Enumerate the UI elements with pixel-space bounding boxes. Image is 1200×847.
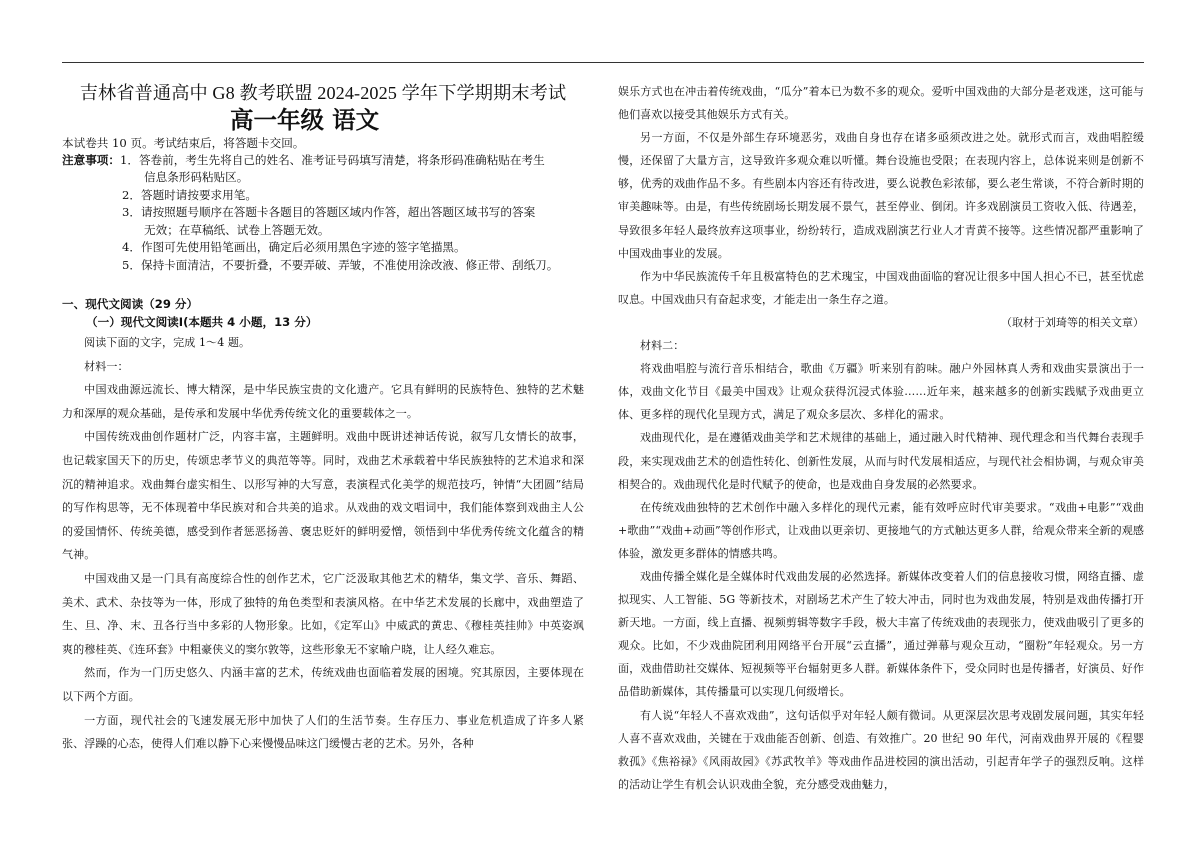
exam-title: 吉林省普通高中 G8 教考联盟 2024-2025 学年下学期期末考试 xyxy=(79,83,567,103)
notice-label: 注意事项： xyxy=(62,152,120,167)
paragraph-continued: 娱乐方式也在冲击着传统戏曲，“瓜分”着本已为数不多的观众。爱听中国戏曲的大部分是老戏迷，这可能与他们喜欢以接受其他娱乐方式有关。 xyxy=(618,85,1144,122)
left-column xyxy=(62,82,584,756)
paragraph: 将戏曲唱腔与流行音乐相结合，歌曲《万疆》听来别有韵味。融户外园林真人秀和戏曲实景演出于一体，戏曲文化节目《最美中国戏》让观众获得沉浸式体验……近年来，越来越多的创新实践赋予戏曲更立体、更多样的现代化呈现方式，满足了观众多层次、多样化的需求。 xyxy=(618,362,1144,422)
paragraph: 另一方面，不仅是外部生存环境恶劣，戏曲自身也存在诸多亟须改进之处。就形式而言，戏曲唱腔缓慢，还保留了大量方言，这导致许多观众难以听懂。舞台设施也受限；在表现内容上，总体说来则是创新不够，优秀的戏曲作品不多。有些剧本内容还有待改进，要么说教色彩浓郁，要么老生常谈，不符合新时期的审美趣味等。由是，有些传统剧场长期发展不景气，甚至停业、倒闭。许多戏剧演员工资收入低、待遇差，导致很多年轻人最终放弃这项事业，纷纷转行，造成戏剧演艺行业人才青黄不接等。这些情况都严重影响了中国戏曲事业的发展。 xyxy=(618,131,1144,260)
notice-item-1-cont: 信息条形码粘贴区。 xyxy=(144,170,249,184)
paragraph: 作为中华民族流传千年且极富特色的艺术瑰宝，中国戏曲面临的窘况让很多中国人担心不已，甚至忧虑叹息。中国戏曲只有奋起求变，才能走出一条生存之道。 xyxy=(618,269,1144,306)
material-1-label: 材料一： xyxy=(84,359,129,373)
paragraph: 戏曲现代化，是在遵循戏曲美学和艺术规律的基础上，通过融入时代精神、现代理念和当代舞台表现手段，来实现戏曲艺术的创造性转化、创新性发展，从而与时代发展相适应，与现代社会相协调，与观众审美相契合的。戏曲现代化是时代赋予的使命，也是戏曲自身发展的必然要求。 xyxy=(618,431,1144,491)
notice-item-4: 4．作图可先使用铅笔画出，确定后必须用黑色字迹的签字笔描黑。 xyxy=(122,240,466,254)
notice-item-2: 2．答题时请按要求用笔。 xyxy=(122,187,257,202)
paragraph: 中国戏曲源远流长、博大精深，是中华民族宝贵的文化遗产。它具有鲜明的民族特色、独特的艺术魅力和深厚的观众基础，是传承和发展中华优秀传统文化的重要载体之一。 xyxy=(62,383,584,420)
paragraph: 中国戏曲又是一门具有高度综合性的创作艺术，它广泛汲取其他艺术的精华，集文学、音乐、舞蹈、美术、武术、杂技等为一体，形成了独特的角色类型和表演风格。在中华艺术发展的长廊中，戏曲塑造了生、旦、净、末、丑各行当中多彩的人物形象。比如，《定军山》中威武的黄忠、《穆桂英挂帅》中英姿飒爽的穆桂英、《连环套》中粗豪侠义的窦尔敦等，这些形象无不家喻户晓，让人经久难忘。 xyxy=(62,571,584,656)
material-2-label: 材料二： xyxy=(640,339,685,353)
header-rule xyxy=(62,62,1144,63)
intro-line: 本试卷共 10 页。考试结束后，将答题卡交回。 xyxy=(62,136,305,150)
source-note: （取材于刘琦等的相关文章） xyxy=(1001,315,1144,329)
paragraph: 有人说“年轻人不喜欢戏曲”，这句话似乎对年轻人颇有微词。从更深层次思考戏剧发展问题，其实年轻人喜不喜欢戏曲，关键在于戏曲能否创新、创造、有效推广。20 世纪 90 年代，河南戏曲界开展的《程婴救孤》《焦裕禄》《风雨故园》《苏武牧羊》等戏曲作品进校园的演出活动，引起青年学子的强烈反响。这样的活动让学生有机会认识戏曲全貌，充分感受戏曲魅力， xyxy=(618,708,1144,791)
subsection-heading: （一）现代文阅读Ⅰ(本题共 4 小题，13 分） xyxy=(86,315,318,329)
notice-item-3-cont: 无效；在草稿纸、试卷上答题无效。 xyxy=(144,222,330,237)
notice-item-3: 3．请按照题号顺序在答题卡各题目的答题区域内作答，超出答题区域书写的答案 xyxy=(122,205,536,219)
paragraph: 戏曲传播全媒化是全媒体时代戏曲发展的必然选择。新媒体改变着人们的信息接收习惯，网络直播、虚拟现实、人工智能、5G 等新技术，对剧场艺术产生了较大冲击，同时也为戏曲发展，特别是戏曲传播打开新天地。一方面，线上直播、视频剪辑等数字手段，极大丰富了传统戏曲的表现张力，使戏曲吸引了更多的观众。比如，不少戏曲院团利用网络平台开展“云直播”，通过弹幕与观众互动，“圈粉”年轻观众。另一方面，戏曲借助社交媒体、短视频等平台辐射更多人群。新媒体条件下，受众同时也是传播者，好演员、好作品借助新媒体，其传播量可以实现几何级增长。 xyxy=(618,569,1144,699)
paragraph: 在传统戏曲独特的艺术创作中融入多样化的现代元素，能有效呼应时代审美要求。“戏曲+电影”“戏曲+歌曲”“戏曲+动画”等创作形式，让戏曲以更亲切、更接地气的方式触达更多人群，给观众带来全新的观感体验，激发更多群体的情感共鸣。 xyxy=(618,500,1144,560)
section-heading: 一、现代文阅读（29 分） xyxy=(62,297,199,311)
paragraph: 中国传统戏曲创作题材广泛，内容丰富，主题鲜明。戏曲中既讲述神话传说，叙写几女情长的故事，也记载家国天下的历史，传颂忠孝节义的典范等等。同时，戏曲艺术承载着中华民族独特的艺术追求和深沉的精神追求。戏曲舞台虚实相生、以形写神的大写意，表演程式化美学的规范技巧，钟情“大团圆”结局的写作构思等，无不体现着中华民族对和合共美的追求。从戏曲的戏文唱词中，我们能体察到戏曲主人公的爱国情怀、传统美德，感受到作者惩恶扬善、褒忠贬奸的鲜明爱憎，领悟到中华优秀传统文化蕴含的精气神。 xyxy=(62,430,584,562)
exam-subtitle: 高一年级 语文 xyxy=(230,106,380,134)
paragraph: 然而，作为一门历史悠久、内涵丰富的艺术，传统戏曲也面临着发展的困境。究其原因，主要体现在以下两个方面。 xyxy=(62,666,584,703)
notice-item-1: 1．答卷前，考生先将自己的姓名、准考证号码填写清楚，将条形码准确粘贴在考生 xyxy=(119,152,545,167)
paragraph: 一方面，现代社会的飞速发展无形中加快了人们的生活节奏。生存压力、事业危机造成了许多人紧张、浮躁的心态，使得人们难以静下心来慢慢品味这门缓慢古老的艺术。另外，各种 xyxy=(62,713,584,751)
right-column xyxy=(618,80,1144,796)
notice-block xyxy=(62,152,584,275)
notice-item-5: 5．保持卡面清洁，不要折叠，不要弄破、弄皱，不准使用涂改液、修正带、刮纸刀。 xyxy=(122,257,559,272)
instruction: 阅读下面的文字，完成 1～4 题。 xyxy=(84,336,251,349)
